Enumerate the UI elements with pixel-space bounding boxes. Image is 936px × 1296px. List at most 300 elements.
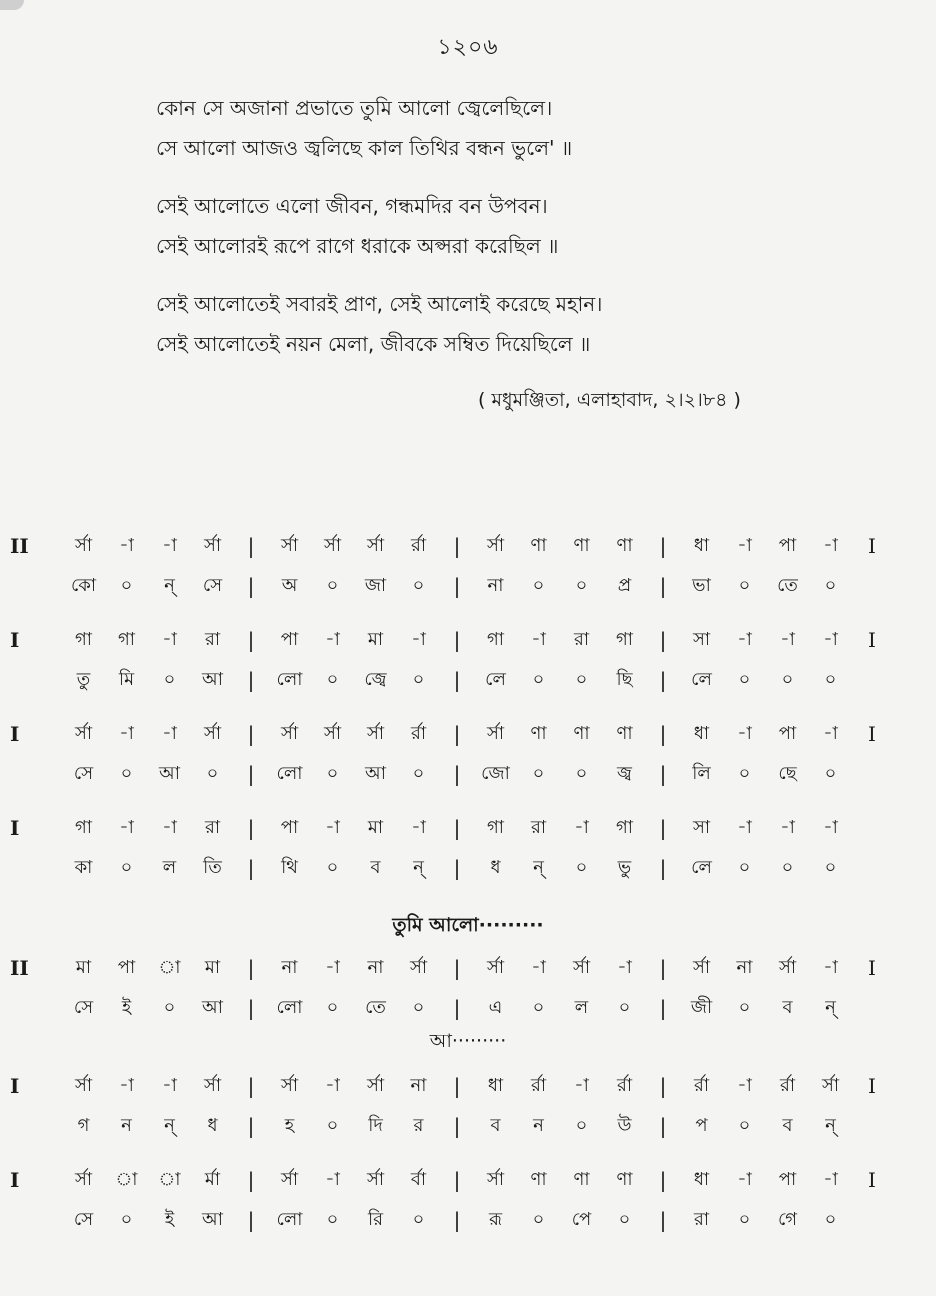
syllable-cell: ন্ [164,574,175,596]
syllable-cell: ০ [412,1208,425,1230]
measure-separator: | [659,628,667,652]
syllables-row [0,660,936,700]
note-cell: র্রা [410,722,427,744]
syllables-cells [52,665,862,696]
measure [670,571,862,602]
syllable-cell: লে [485,668,506,690]
lyrics-section [156,88,856,382]
syllable-cell: প [695,1114,708,1136]
notes-row [0,714,936,754]
measure [258,1205,450,1236]
note-cell: -া [119,722,134,744]
measure-separator: | [453,956,461,980]
syllables-row [0,566,936,606]
measure [670,853,862,884]
notation-group-c [0,1066,936,1254]
syllable-cell: তু [76,668,91,690]
note-cell: -া [737,722,752,744]
measure [52,813,244,844]
notes-cells [52,531,862,562]
corner-smudge [0,0,24,10]
note-cell: র্সা [572,956,591,978]
note-cell: ণা [616,1168,633,1190]
syllable-cell: ভা [692,574,711,596]
measure-separator: | [247,816,255,840]
syllable-cell: ০ [532,762,545,784]
syllable-cell: ০ [738,996,751,1018]
note-cell: মা [367,816,384,838]
source-citation: ( মধুমঞ্জিতা, এলাহাবাদ, ২।২।৮৪ ) [478,389,741,411]
syllable-cell: তে [365,996,386,1018]
measure [670,759,862,790]
measure [258,1111,450,1142]
notes-row [0,526,936,566]
note-cell: না [281,956,298,978]
bar-start-mark: II [10,956,29,980]
syllable-cell: পে [571,1208,592,1230]
syllable-cell: লো [276,996,303,1018]
bar-end-mark: I [868,1074,876,1098]
note-cell: ধা [693,534,710,556]
measure [464,813,656,844]
syllable-cell: ০ [326,1114,339,1136]
syllable-cell: তে [777,574,798,596]
note-cell: র্সা [366,722,385,744]
bar-end-mark: I [868,956,876,980]
note-cell: গা [74,816,93,838]
syllable-cell: ০ [575,574,588,596]
measure-separator: | [453,1074,461,1098]
lyrics-stanza-3 [156,284,856,364]
note-cell: -া [119,816,134,838]
note-cell: র্সা [280,722,299,744]
note-cell: -া [162,628,177,650]
syllables-cells [52,571,862,602]
bar-start-mark: I [10,1168,20,1192]
measure [258,953,450,984]
measure [52,1165,244,1196]
syllable-cell: প্র [617,574,632,596]
note-cell: -া [119,534,134,556]
measure [52,531,244,562]
note-cell: -া [162,722,177,744]
note-cell: র্সা [366,534,385,556]
syllable-cell: সে [73,762,94,784]
measure [52,759,244,790]
syllable-cell: সে [202,574,223,596]
measure [258,993,450,1024]
syllable-cell: ন্ [413,856,424,878]
note-cell: -া [737,1168,752,1190]
syllables-cells [52,1111,862,1142]
note-cell: র্রা [410,534,427,556]
measure [670,813,862,844]
lyric-line: সেই আলোতে এলো জীবন, গন্ধমদির বন উপবন। [156,194,548,218]
syllable-cell: ০ [532,1208,545,1230]
measure-separator: | [659,668,667,692]
note-cell: ধা [487,1074,504,1096]
syllable-cell: ০ [738,574,751,596]
note-cell: গা [615,628,634,650]
note-cell: র্সা [486,534,505,556]
measure [258,813,450,844]
note-cell: র্সা [74,1074,93,1096]
syllable-cell: কা [74,856,93,878]
note-cell: সা [692,628,711,650]
syllables-row [0,1106,936,1146]
measure-separator: | [247,1074,255,1098]
note-cell: গা [486,628,505,650]
note-cell: ণা [530,1168,547,1190]
syllable-cell: রি [367,1208,384,1230]
note-cell: রা [573,628,590,650]
syllable-cell: ই [164,1208,175,1230]
measure [258,571,450,602]
bar-end-mark: I [868,534,876,558]
note-cell: -া [737,1074,752,1096]
syllable-cell: ০ [824,1208,837,1230]
syllable-cell: ব [782,996,793,1018]
syllable-cell: ০ [738,762,751,784]
syllable-cell: লো [276,762,303,784]
note-cell: -া [325,1168,340,1190]
note-cell: -া [325,1074,340,1096]
note-cell: পা [280,628,299,650]
bar-start-mark: II [10,534,29,558]
note-cell: রা [204,816,221,838]
note-cell: র্সা [366,1168,385,1190]
note-cell: ধা [693,722,710,744]
syllable-cell: ০ [412,668,425,690]
syllable-cell: রূ [488,1208,503,1230]
notes-cells [52,719,862,750]
note-cell: র্সা [203,534,222,556]
note-cell: পা [117,956,136,978]
note-cell: ণা [530,534,547,556]
syllable-cell: ০ [120,856,133,878]
lyrics-stanza-1 [156,88,856,168]
syllable-cell: ব [782,1114,793,1136]
note-cell: র্সা [821,1074,840,1096]
measure-separator: | [659,722,667,746]
syllable-cell: ০ [326,668,339,690]
syllable-cell: ব [490,1114,501,1136]
syllable-cell: লো [276,1208,303,1230]
syllable-cell: এ [488,996,503,1018]
note-cell: রা [530,816,547,838]
measure-separator: | [453,1168,461,1192]
syllable-cell: ০ [824,762,837,784]
syllable-cell: ০ [575,1114,588,1136]
syllables-cells [52,853,862,884]
syllable-cell: ০ [618,1208,631,1230]
syllable-cell: জো [481,762,510,784]
note-cell: ণা [573,1168,590,1190]
note-cell: -া [823,1168,838,1190]
measure-separator: | [659,1114,667,1138]
notation-block [0,808,936,902]
syllable-cell: লে [691,856,712,878]
note-cell: র্বা [410,1168,427,1190]
syllable-cell: ধ [207,1114,218,1136]
measure [52,625,244,656]
measure-separator: | [453,628,461,652]
syllable-cell: ০ [412,762,425,784]
syllable-cell: তি [203,856,222,878]
measure [464,1205,656,1236]
syllable-cell: অ [281,574,298,596]
note-cell: া [158,956,181,978]
notes-row [0,620,936,660]
note-cell: গা [74,628,93,650]
notes-cells [52,625,862,656]
syllable-cell: ন্ [533,856,544,878]
note-cell: পা [778,722,797,744]
syllables-row [0,754,936,794]
syllable-cell: ০ [738,1114,751,1136]
note-cell: না [736,956,753,978]
note-cell: মা [75,956,92,978]
syllable-cell: ০ [738,668,751,690]
measure-separator: | [453,1208,461,1232]
notation-group-a [0,526,936,902]
measure [670,1165,862,1196]
note-cell: -া [780,816,795,838]
notes-row [0,808,936,848]
syllable-cell: ০ [163,668,176,690]
syllable-cell: আ [202,668,223,690]
measure-separator: | [247,1114,255,1138]
measure [464,759,656,790]
measure-separator: | [659,574,667,598]
note-cell: -া [119,1074,134,1096]
page-number: ১২০৬ [437,35,499,60]
syllable-cell: কো [70,574,97,596]
measure [464,719,656,750]
note-cell: র্সা [74,1168,93,1190]
syllable-cell: সে [73,996,94,1018]
note-cell: -া [531,956,546,978]
syllables-row [0,1200,936,1240]
lyric-line: সেই আলোতেই সবারই প্রাণ, সেই আলোই করেছে মহান। [156,292,603,316]
syllable-cell: ০ [824,574,837,596]
note-cell: -া [411,628,426,650]
measure [464,1165,656,1196]
bar-start-mark: I [10,816,20,840]
syllable-cell: ভু [617,856,632,878]
measure [670,719,862,750]
note-cell: ণা [530,722,547,744]
measure [258,625,450,656]
measure [52,1205,244,1236]
syllable-cell: রা [693,1208,710,1230]
measure [258,1071,450,1102]
notes-cells [52,1165,862,1196]
note-cell: র্সা [323,722,342,744]
note-cell: -া [574,816,589,838]
measure-separator: | [659,1074,667,1098]
notes-row [0,1066,936,1106]
measure [464,665,656,696]
note-cell: মা [367,628,384,650]
syllable-cell: ল [162,856,177,878]
measure [258,719,450,750]
note-cell: -া [411,816,426,838]
bar-start-mark: I [10,628,20,652]
measure-separator: | [659,534,667,558]
measure [464,953,656,984]
note-cell: ণা [616,534,633,556]
measure-separator: | [247,996,255,1020]
syllable-cell: ০ [824,856,837,878]
measure [670,1071,862,1102]
note-cell: র্সা [74,534,93,556]
note-cell: -া [823,816,838,838]
syllable-cell: মি [118,668,135,690]
syllable-cell: ল [574,996,589,1018]
note-cell: -া [325,628,340,650]
syllable-cell: না [487,574,504,596]
lyric-line: কোন সে অজানা প্রভাতে তুমি আলো জ্বেলেছিলে। [156,96,553,120]
note-cell: র্রা [616,1074,633,1096]
measure [52,853,244,884]
note-cell: র্সা [203,1074,222,1096]
lyric-line: সেই আলোরই রূপে রাগে ধরাকে অপ্সরা করেছিল ॥ [156,234,559,258]
measure-separator: | [453,762,461,786]
notation-block [0,526,936,620]
measure-separator: | [453,1114,461,1138]
syllable-cell: ০ [781,856,794,878]
measure-separator: | [453,996,461,1020]
lyrics-stanza-2 [156,186,856,266]
syllable-cell: ০ [824,668,837,690]
syllable-cell: লে [691,668,712,690]
syllable-cell: ০ [206,762,219,784]
note-cell: র্মা [204,1168,221,1190]
measure-separator: | [247,956,255,980]
note-cell: র্সা [486,1168,505,1190]
measure [258,759,450,790]
measure [258,531,450,562]
syllable-cell: ই [121,996,132,1018]
note-cell: -া [531,628,546,650]
syllable-cell: ০ [575,668,588,690]
lyric-line: সেই আলোতেই নয়ন মেলা, জীবকে সম্বিত দিয়েছিলে ॥ [156,332,591,356]
syllable-cell: ০ [326,856,339,878]
measure-separator: | [247,628,255,652]
note-cell: -া [823,628,838,650]
measure-separator: | [659,1168,667,1192]
notation-block [0,948,936,1026]
syllable-cell: ধ [490,856,501,878]
syllable-cell: ছি [616,668,633,690]
note-cell: র্সা [409,956,428,978]
syllable-cell: ০ [326,996,339,1018]
syllable-cell: ০ [738,1208,751,1230]
note-cell: -া [823,956,838,978]
syllable-cell: আ [202,996,223,1018]
syllable-cell: ন [121,1114,132,1136]
bar-end-mark: I [868,628,876,652]
syllables-row [0,988,936,1028]
note-cell: পা [280,816,299,838]
note-cell: র্সা [323,534,342,556]
bar-start-mark: I [10,1074,20,1098]
syllable-cell: ব [370,856,381,878]
note-cell: -া [737,534,752,556]
note-cell: া [115,1168,138,1190]
measure [464,853,656,884]
note-cell: র্সা [203,722,222,744]
notes-cells [52,1071,862,1102]
notation-block [0,714,936,808]
syllable-cell: ০ [575,762,588,784]
syllable-cell: ০ [120,574,133,596]
syllable-cell: জা [364,574,387,596]
note-cell: গা [615,816,634,838]
syllables-cells [52,993,862,1024]
syllable-cell: আ [159,762,180,784]
syllable-cell: জী [690,996,713,1018]
measure [464,571,656,602]
note-cell: র্রা [693,1074,710,1096]
measure [464,993,656,1024]
note-cell: র্সা [280,1074,299,1096]
note-cell: না [367,956,384,978]
measure [258,1165,450,1196]
measure-separator: | [659,1208,667,1232]
measure-separator: | [247,1208,255,1232]
note-cell: ধা [693,1168,710,1190]
note-cell: ণা [573,534,590,556]
syllable-cell: গ [77,1114,90,1136]
syllable-cell: ন্ [825,1114,836,1136]
syllable-cell: ন [533,1114,544,1136]
note-cell: পা [778,534,797,556]
note-cell: র্রা [530,1074,547,1096]
syllable-cell: ০ [120,1208,133,1230]
notes-row [0,1160,936,1200]
syllable-cell: ০ [575,856,588,878]
section-heading-tumi-alo: তুমি আলো········· [392,914,544,936]
syllable-cell: ০ [532,996,545,1018]
syllable-cell: ০ [326,574,339,596]
syllable-cell: সে [73,1208,94,1230]
measure [52,953,244,984]
note-cell: -া [823,722,838,744]
syllable-cell: ছে [778,762,797,784]
notes-cells [52,813,862,844]
measure-separator: | [659,956,667,980]
measure [52,665,244,696]
measure-separator: | [247,1168,255,1192]
measure [670,625,862,656]
measure [464,531,656,562]
syllable-cell: র [413,1114,424,1136]
note-cell: -া [823,534,838,556]
syllable-cell: আ [365,762,386,784]
note-cell: -া [617,956,632,978]
note-cell: র্সা [74,722,93,744]
note-cell: রা [204,628,221,650]
syllables-row [0,848,936,888]
bar-end-mark: I [868,1168,876,1192]
measure [258,853,450,884]
measure-separator: | [247,668,255,692]
measure [52,993,244,1024]
measure [670,665,862,696]
measure-separator: | [453,816,461,840]
